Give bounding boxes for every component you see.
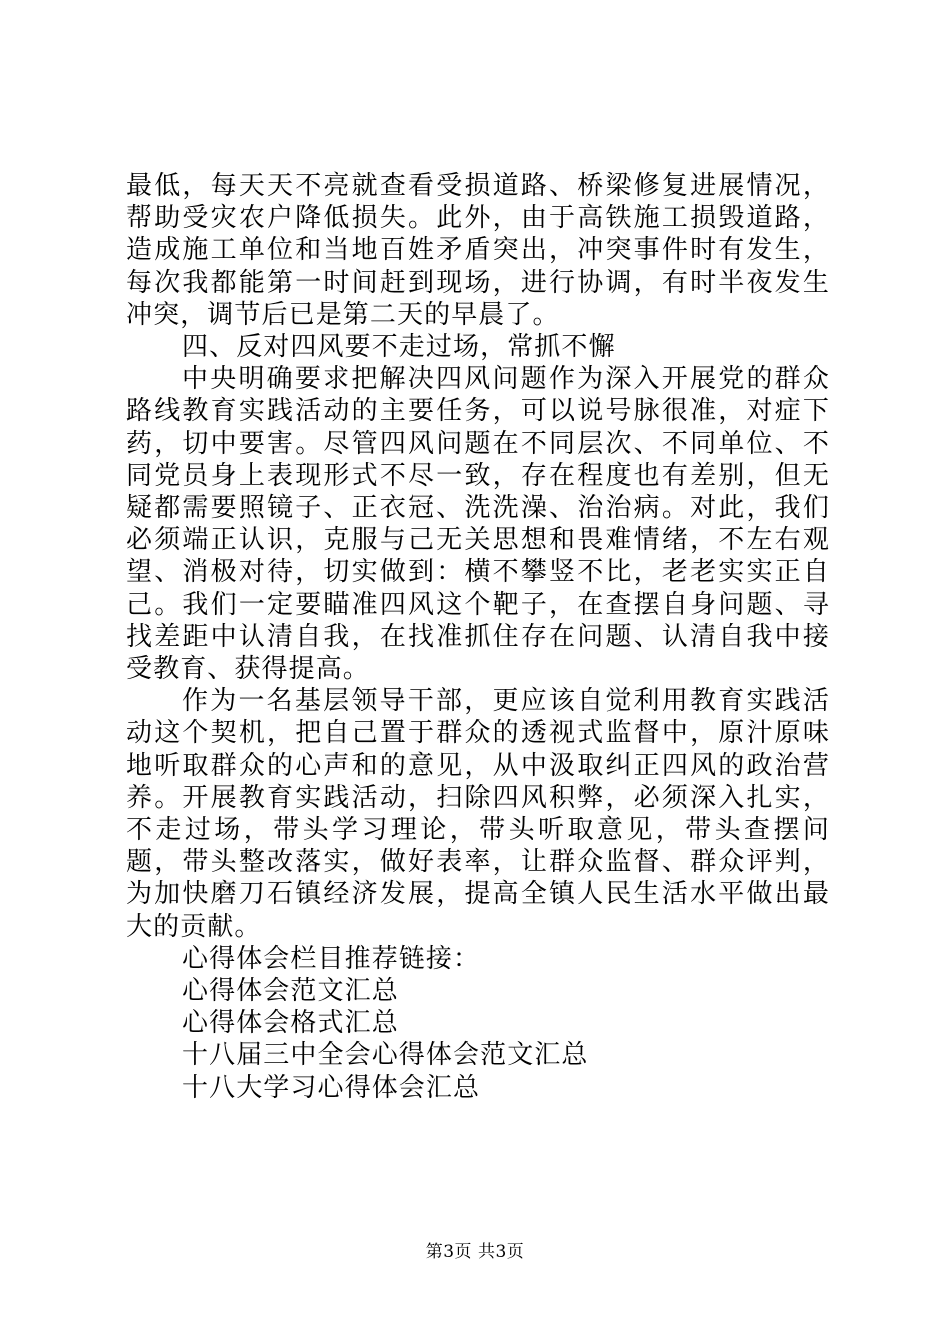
links-heading: 心得体会栏目推荐链接： [182,943,481,974]
recommended-link[interactable]: 心得体会格式汇总 [182,1008,399,1039]
recommended-link[interactable]: 心得体会范文汇总 [182,976,399,1007]
paragraph-continued: 最低，每天天不亮就查看受损道路、桥梁修复进展情况，帮助受灾农户降低损失。此外，由于高铁施工损毁道路，造成施工单位和当地百姓矛盾突出，冲突事件时有发生，每次我都能第一时间赶到现场，进行协调，有时半夜发生冲突，调节后已是第二天的早晨了。 [126,171,830,330]
paragraph: 中央明确要求把解决四风问题作为深入开展党的群众路线教育实践活动的主要任务，可以说号脉很准，对症下药，切中要害。尽管四风问题在不同层次、不同单位、不同党员身上表现形式不尽一致，存在程度也有差别，但无疑都需要照镜子、正衣冠、洗洗澡、治治病。对此，我们必须端正认识，克服与己无关思想和畏难情绪，不左右观望、消极对待，切实做到：横不攀竖不比，老老实实正自己。我们一定要瞄准四风这个靶子，在查摆自身问题、寻找差距中认清自我，在找准抓住存在问题、认清自我中接受教育、获得提高。 [126,364,830,685]
recommended-link[interactable]: 十八届三中全会心得体会范文汇总 [182,1040,589,1071]
section-heading: 四、反对四风要不走过场，常抓不懈 [182,332,616,363]
paragraph: 作为一名基层领导干部，更应该自觉利用教育实践活动这个契机，把自己置于群众的透视式监督中，原汁原味地听取群众的心声和的意见，从中汲取纠正四风的政治营养。开展教育实践活动，扫除四风积弊，必须深入扎实，不走过场，带头学习理论，带头听取意见，带头查摆问题，带头整改落实，做好表率，让群众监督、群众评判，为加快磨刀石镇经济发展，提高全镇人民生活水平做出最大的贡献。 [126,686,830,942]
page-number-footer: 第3页 共3页 [425,1242,525,1262]
document-body [126,170,830,1104]
recommended-link[interactable]: 十八大学习心得体会汇总 [182,1072,481,1103]
